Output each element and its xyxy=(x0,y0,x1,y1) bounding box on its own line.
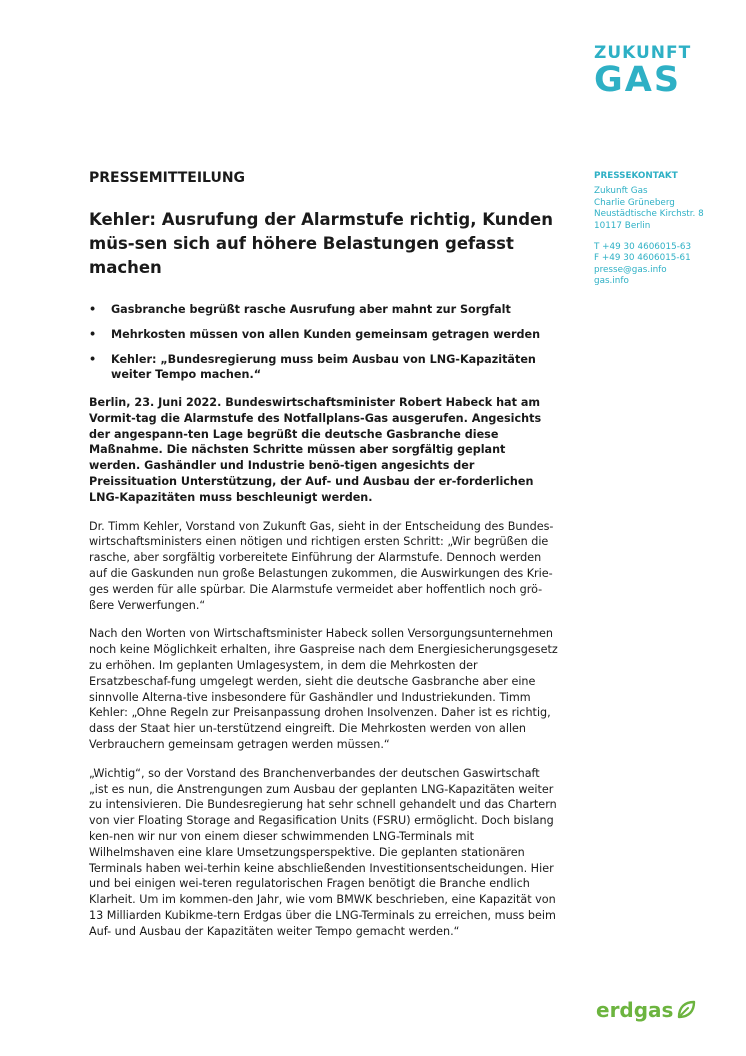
erdgas-logo-text: erdgas xyxy=(596,998,674,1022)
bullet-item xyxy=(89,352,559,382)
contact-city: 10117 Berlin xyxy=(594,220,651,231)
bullet-text: Mehrkosten müssen von allen Kunden gemeinsam getragen werden xyxy=(111,328,541,341)
leaf-icon xyxy=(675,999,697,1021)
press-contact xyxy=(594,171,724,288)
bullet-text: Gasbranche begrüßt rasche Ausrufung aber mahnt zur Sorgfalt xyxy=(111,303,511,316)
bullet-icon: • xyxy=(89,328,97,341)
press-release-body xyxy=(89,168,559,940)
contact-fax: F +49 30 4606015-61 xyxy=(594,253,691,264)
contact-phone: T +49 30 4606015-63 xyxy=(594,242,692,253)
lead-paragraph: Berlin, 23. Juni 2022. Bundeswirtschaftsminister Robert Habeck hat am Vormit-tag die Alarmstufe des Notfallplans-Gas ausgerufen. Angesichts der angespann-ten Lage begrüßt die deutsche Gasbranche diese Maßnahme. Die nächsten Schritte müssen aber sorgfältig geplant werden. Gashändler und Industrie benö-tigen angesichts der Preissituation Unterstützung, der Auf- und Ausbau der er-forderlichen LNG-Kapazitäten muss beschleunigt werden. xyxy=(89,396,542,504)
body-paragraph-1: Dr. Timm Kehler, Vorstand von Zukunft Gas, sieht in der Entscheidung des Bundes-wirtschaftsministers einen nötigen und richtigen ersten Schritt: „Wir begrüßen die rasche, aber sorgfältig vorbereitete Einführung der Alarmstufe. Dennoch werden auf die Gaskunden nun große Belastungen zukommen, die Auswirkungen des Krie-ges werden für alle spürbar. Die Alarmstufe vermeidet aber hoffentlich noch grö-ßere Verwerfungen.“ xyxy=(89,519,554,612)
zukunft-gas-logo xyxy=(594,44,690,98)
erdgas-logo xyxy=(596,998,697,1022)
contact-street: Neustädtische Kirchstr. 8 xyxy=(594,209,704,220)
summary-bullets xyxy=(89,302,559,382)
contact-website[interactable]: gas.info xyxy=(594,276,629,287)
body-paragraph-3: „Wichtig“, so der Vorstand des Branchenverbandes der deutschen Gaswirtschaft „ist es nun, die Anstrengungen zum Ausbau der geplanten LNG-Kapazitäten weiter zu intensivieren. Die Bundesregierung hat sehr schnell gehandelt und das Chartern von vier Floating Storage and Regasification Units (FSRU) ermöglicht. Doch bislang ken-nen wir nur von einem dieser schwimmenden LNG-Terminals mit Wilhelmshaven eine klare Umsetzungsperspektive. Die geplanten stationären Terminals haben wei-terhin keine abschließenden Investitionsentscheidungen. Hier und bei einigen wei-teren regulatorischen Fragen benötigt die Branche endlich Klarheit. Um im kommen-den Jahr, wie vom BMWK beschrieben, eine Kapazität von 13 Milliarden Kubikme-tern Erdgas über die LNG-Terminals zu erreichen, muss beim Auf- und Ausbau der Kapazitäten weiter Tempo gemacht werden.“ xyxy=(89,766,557,938)
bullet-item xyxy=(89,302,559,317)
bullet-icon: • xyxy=(89,303,97,316)
logo-line2: GAS xyxy=(594,60,682,100)
press-contact-title: PRESSEKONTAKT xyxy=(594,171,678,181)
contact-org: Zukunft Gas xyxy=(594,186,648,197)
contact-name: Charlie Grüneberg xyxy=(594,197,675,208)
page-heading: PRESSEMITTEILUNG xyxy=(89,170,246,186)
logo-line1: ZUKUNFT xyxy=(594,43,692,63)
bullet-text: Kehler: „Bundesregierung muss beim Ausbau von LNG-Kapazitäten weiter Tempo machen.“ xyxy=(111,353,536,381)
body-paragraph-2: Nach den Worten von Wirtschaftsminister Habeck sollen Versorgungsunternehmen noch keine Möglichkeit erhalten, ihre Gaspreise nach dem Energiesicherungsgesetz zu erhöhen. Im geplanten Umlagesystem, in dem die Mehrkosten der Ersatzbeschaf-fung umgelegt werden, sieht die deutsche Gasbranche aber eine sinnvolle Alterna-tive insbesondere für Gashändler und Industriekunden. Timm Kehler: „Ohne Regeln zur Preisanpassung drohen Insolvenzen. Daher ist es richtig, dass der Staat hier un-terstützend eingreift. Die Mehrkosten werden von allen Verbrauchern gemeinsam getragen werden müssen.“ xyxy=(89,627,558,751)
contact-email[interactable]: presse@gas.info xyxy=(594,264,667,275)
bullet-icon: • xyxy=(89,353,97,366)
bullet-item xyxy=(89,327,559,342)
press-release-title: Kehler: Ausrufung der Alarmstufe richtig, Kunden müs-sen sich auf höhere Belastungen gefasst machen xyxy=(89,210,553,277)
